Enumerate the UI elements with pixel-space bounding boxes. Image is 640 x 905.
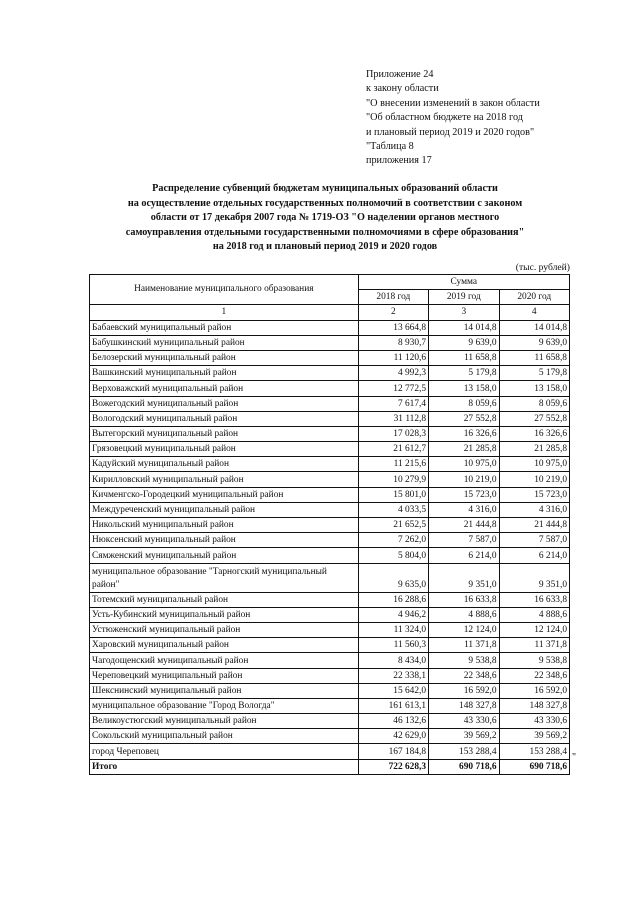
table-row [90, 668, 570, 683]
municipality-name: Бабушкинский муниципальный район [90, 335, 359, 350]
appendix-line: и плановый период 2019 и 2020 годов" [366, 126, 535, 138]
municipality-name: Грязовецкий муниципальный район [90, 442, 359, 457]
amount-2018: 4 033,5 [358, 502, 428, 517]
title-line: на 2018 год и плановый период 2019 и 2020 годов [212, 241, 438, 253]
amount-2019: 12 124,0 [429, 622, 499, 637]
amount-2018: 5 804,0 [358, 548, 428, 563]
appendix-line: "О внесении изменений в закон области [366, 97, 540, 109]
table-row [90, 350, 570, 365]
municipality-name: Вашкинский муниципальный район [90, 366, 359, 381]
municipality-name: Усть-Кубинский муниципальный район [90, 607, 359, 622]
table-row [90, 411, 570, 426]
header-year-2020: 2020 год [499, 290, 569, 305]
table-row [90, 381, 570, 396]
amount-2018: 8 434,0 [358, 653, 428, 668]
amount-2018: 722 628,3 [358, 759, 428, 774]
municipality-name: Сокольский муниципальный район [90, 729, 359, 744]
amount-2018: 17 028,3 [358, 426, 428, 441]
municipality-name: Вытегорский муниципальный район [90, 426, 359, 441]
amount-2019: 27 552,8 [429, 411, 499, 426]
amount-2018: 13 664,8 [358, 320, 428, 335]
header-sum: Сумма [358, 275, 569, 290]
table-row [90, 457, 570, 472]
municipality-name: Сямженский муниципальный район [90, 548, 359, 563]
colnum-3: 3 [429, 305, 499, 320]
amount-2019: 7 587,0 [429, 533, 499, 548]
amount-2020: 148 327,8 [499, 698, 569, 713]
table-row [90, 698, 570, 713]
amount-2018: 12 772,5 [358, 381, 428, 396]
table-row [90, 487, 570, 502]
amount-2019: 11 371,8 [429, 638, 499, 653]
amount-2019: 16 326,6 [429, 426, 499, 441]
amount-2020: 4 888,6 [499, 607, 569, 622]
table-row [90, 714, 570, 729]
amount-2020: 11 371,8 [499, 638, 569, 653]
amount-2018: 11 560,3 [358, 638, 428, 653]
amount-2018: 11 324,0 [358, 622, 428, 637]
amount-2019: 6 214,0 [429, 548, 499, 563]
table-row [90, 518, 570, 533]
amount-2018: 4 946,2 [358, 607, 428, 622]
amount-2020: 21 285,8 [499, 442, 569, 457]
amount-2019: 148 327,8 [429, 698, 499, 713]
document-title [80, 182, 570, 255]
colnum-4: 4 [499, 305, 569, 320]
amount-2018: 21 612,7 [358, 442, 428, 457]
table-row [90, 366, 570, 381]
subventions-table [89, 274, 570, 775]
amount-2020: 4 316,0 [499, 502, 569, 517]
amount-2020: 14 014,8 [499, 320, 569, 335]
amount-2019: 16 633,8 [429, 592, 499, 607]
appendix-line: "Об областном бюджете на 2018 год [366, 112, 523, 124]
title-line: на осуществление отдельных государственных полномочий в соответствии с законом [127, 197, 523, 209]
amount-2019: 16 592,0 [429, 683, 499, 698]
amount-2018: 11 215,6 [358, 457, 428, 472]
amount-2020: 5 179,8 [499, 366, 569, 381]
table-row [90, 442, 570, 457]
table-row [90, 729, 570, 744]
amount-2019: 10 975,0 [429, 457, 499, 472]
amount-2020: 690 718,6 [499, 759, 569, 774]
amount-2019: 5 179,8 [429, 366, 499, 381]
title-line: области от 17 декабря 2007 года № 1719-ОЗ "О наделении органов местного [150, 212, 500, 224]
table-row [90, 533, 570, 548]
amount-2019: 39 569,2 [429, 729, 499, 744]
colnum-2: 2 [358, 305, 428, 320]
amount-2018: 9 635,0 [358, 563, 428, 592]
units-label: (тыс. рублей) [515, 262, 570, 273]
closing-quote: " [572, 752, 577, 763]
municipality-name: Кирилловский муниципальный район [90, 472, 359, 487]
table-colnum-row [90, 305, 570, 320]
amount-2019: 21 444,8 [429, 518, 499, 533]
amount-2019: 21 285,8 [429, 442, 499, 457]
amount-2020: 21 444,8 [499, 518, 569, 533]
header-name: Наименование муниципального образования [90, 275, 359, 305]
municipality-name: Верховажский муниципальный район [90, 381, 359, 396]
amount-2019: 8 059,6 [429, 396, 499, 411]
total-row [90, 759, 570, 774]
municipality-name: Вологодский муниципальный район [90, 411, 359, 426]
table-row [90, 502, 570, 517]
table-row [90, 592, 570, 607]
amount-2020: 9 351,0 [499, 563, 569, 592]
municipality-name: муниципальное образование "Город Вологда" [90, 698, 359, 713]
table-header-row [90, 275, 570, 290]
table-row [90, 607, 570, 622]
amount-2020: 27 552,8 [499, 411, 569, 426]
amount-2020: 9 538,8 [499, 653, 569, 668]
amount-2019: 690 718,6 [429, 759, 499, 774]
amount-2020: 16 326,6 [499, 426, 569, 441]
amount-2018: 10 279,9 [358, 472, 428, 487]
municipality-name: Устюженский муниципальный район [90, 622, 359, 637]
amount-2019: 13 158,0 [429, 381, 499, 396]
amount-2018: 7 262,0 [358, 533, 428, 548]
municipality-name: Бабаевский муниципальный район [90, 320, 359, 335]
amount-2020: 12 124,0 [499, 622, 569, 637]
appendix-line: к закону области [366, 83, 439, 95]
municipality-name: Никольский муниципальный район [90, 518, 359, 533]
municipality-name: Кадуйский муниципальный район [90, 457, 359, 472]
amount-2018: 7 617,4 [358, 396, 428, 411]
appendix-line: приложения 17 [366, 155, 432, 167]
amount-2020: 6 214,0 [499, 548, 569, 563]
amount-2018: 11 120,6 [358, 350, 428, 365]
table-row [90, 653, 570, 668]
municipality-name: Белозерский муниципальный район [90, 350, 359, 365]
amount-2018: 46 132,6 [358, 714, 428, 729]
municipality-name: Вожегодский муниципальный район [90, 396, 359, 411]
amount-2020: 16 592,0 [499, 683, 569, 698]
municipality-name: Тотемский муниципальный район [90, 592, 359, 607]
header-year-2019: 2019 год [429, 290, 499, 305]
table-row [90, 335, 570, 350]
amount-2018: 161 613,1 [358, 698, 428, 713]
appendix-line: "Таблица 8 [366, 141, 414, 153]
amount-2020: 7 587,0 [499, 533, 569, 548]
amount-2018: 22 338,1 [358, 668, 428, 683]
colnum-1: 1 [90, 305, 359, 320]
amount-2020: 16 633,8 [499, 592, 569, 607]
municipality-name: Череповецкий муниципальный район [90, 668, 359, 683]
amount-2019: 9 351,0 [429, 563, 499, 592]
amount-2018: 15 642,0 [358, 683, 428, 698]
table-row [90, 683, 570, 698]
municipality-name: Харовский муниципальный район [90, 638, 359, 653]
municipality-name: Великоустюгский муниципальный район [90, 714, 359, 729]
amount-2018: 15 801,0 [358, 487, 428, 502]
table-row [90, 396, 570, 411]
title-line: самоуправления отдельными государственными полномочиями в сфере образования" [125, 226, 525, 238]
amount-2019: 4 888,6 [429, 607, 499, 622]
municipality-name: Итого [90, 759, 359, 774]
table-row [90, 426, 570, 441]
appendix-line: Приложение 24 [366, 69, 434, 80]
amount-2020: 9 639,0 [499, 335, 569, 350]
municipality-name: Нюксенский муниципальный район [90, 533, 359, 548]
amount-2018: 21 652,5 [358, 518, 428, 533]
amount-2019: 11 658,8 [429, 350, 499, 365]
table-row [90, 320, 570, 335]
amount-2019: 43 330,6 [429, 714, 499, 729]
amount-2019: 14 014,8 [429, 320, 499, 335]
municipality-name: муниципальное образование "Тарногский муниципальный район" [90, 563, 359, 592]
header-year-2018: 2018 год [358, 290, 428, 305]
amount-2020: 8 059,6 [499, 396, 569, 411]
amount-2019: 4 316,0 [429, 502, 499, 517]
amount-2020: 11 658,8 [499, 350, 569, 365]
municipality-name: город Череповец [90, 744, 359, 759]
table-row [90, 472, 570, 487]
municipality-name: Чагодощенский муниципальный район [90, 653, 359, 668]
amount-2020: 10 975,0 [499, 457, 569, 472]
table-row [90, 744, 570, 759]
amount-2018: 42 629,0 [358, 729, 428, 744]
amount-2018: 31 112,8 [358, 411, 428, 426]
amount-2020: 10 219,0 [499, 472, 569, 487]
amount-2018: 16 288,6 [358, 592, 428, 607]
title-line: Распределение субвенций бюджетам муниципальных образований области [152, 183, 498, 194]
amount-2019: 22 348,6 [429, 668, 499, 683]
amount-2019: 15 723,0 [429, 487, 499, 502]
municipality-name: Кичменгско-Городецкий муниципальный район [90, 487, 359, 502]
table-row [90, 638, 570, 653]
amount-2018: 4 992,3 [358, 366, 428, 381]
table-row [90, 622, 570, 637]
amount-2019: 9 538,8 [429, 653, 499, 668]
amount-2018: 8 930,7 [358, 335, 428, 350]
amount-2020: 13 158,0 [499, 381, 569, 396]
municipality-name: Шекснинский муниципальный район [90, 683, 359, 698]
amount-2020: 39 569,2 [499, 729, 569, 744]
amount-2020: 43 330,6 [499, 714, 569, 729]
amount-2019: 10 219,0 [429, 472, 499, 487]
amount-2020: 153 288,4 [499, 744, 569, 759]
amount-2019: 153 288,4 [429, 744, 499, 759]
municipality-name: Междуреченский муниципальный район [90, 502, 359, 517]
amount-2019: 9 639,0 [429, 335, 499, 350]
amount-2018: 167 184,8 [358, 744, 428, 759]
table-row [90, 563, 570, 592]
amount-2020: 22 348,6 [499, 668, 569, 683]
table-row [90, 548, 570, 563]
appendix-note [366, 68, 540, 169]
amount-2020: 15 723,0 [499, 487, 569, 502]
